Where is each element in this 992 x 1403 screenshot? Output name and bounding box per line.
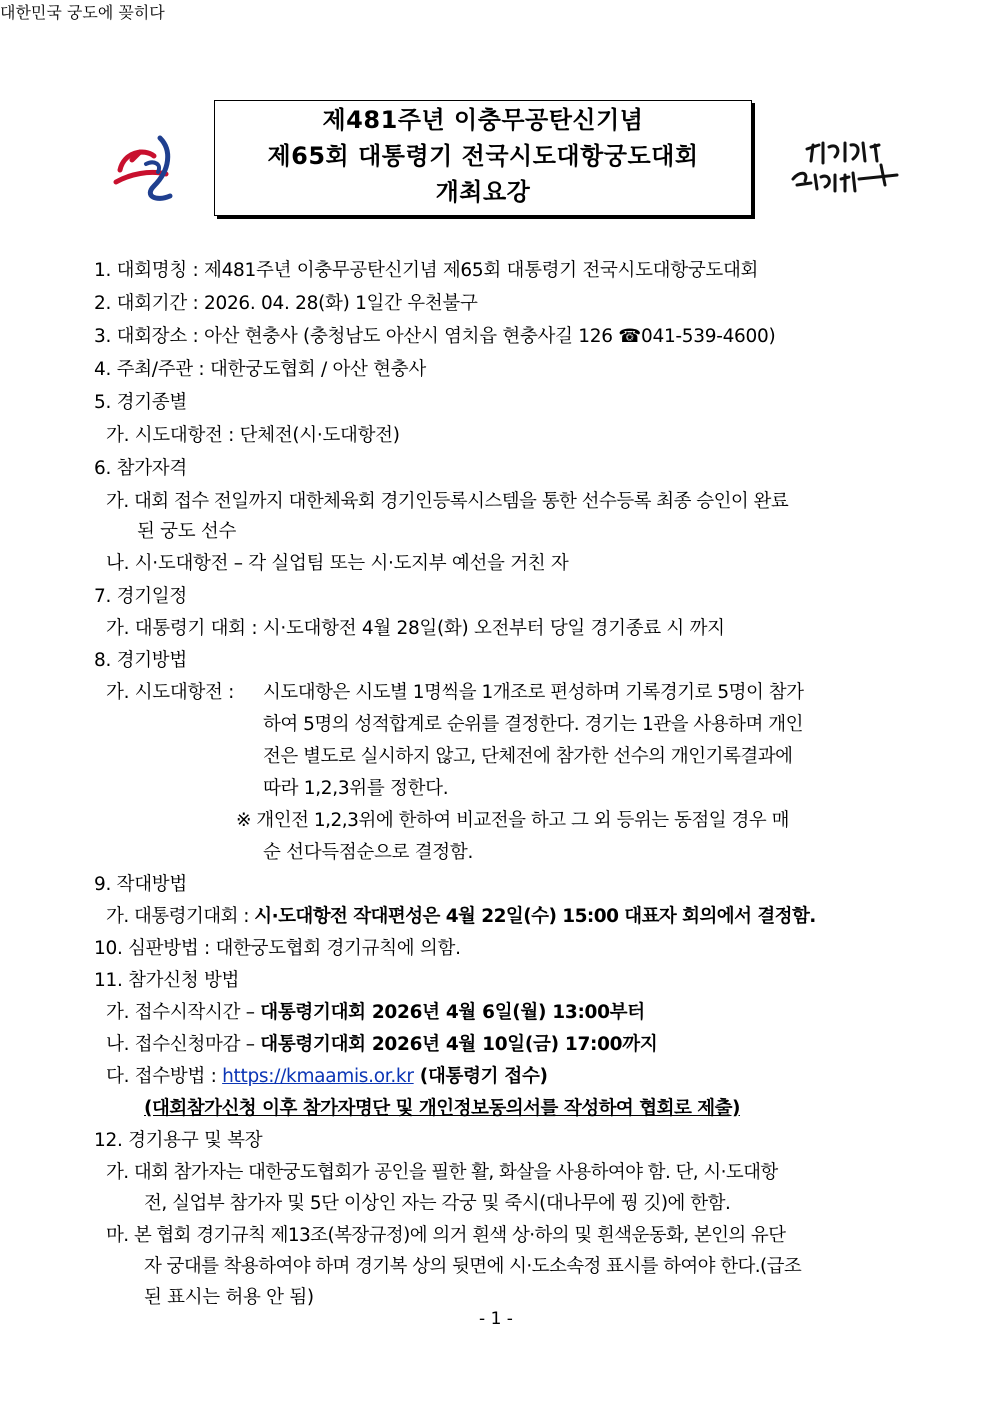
item-event-period: 2. 대회기간 : 2026. 04. 28(화) 1일간 우천불구	[94, 293, 478, 314]
item-method-a-line2: 하여 5명의 성적합계로 순위를 결정한다. 경기는 1관을 사용하며 개인	[263, 714, 803, 735]
title-line-3: 개최요강	[435, 178, 531, 206]
item-registration-note: (대회참가신청 이후 참가자명단 및 개인정보동의서를 작성하여 협회로 제출)	[144, 1098, 740, 1119]
title-line-2: 제65회 대통령기 전국시도대항궁도대회	[267, 142, 699, 170]
item-equipment-b-line1: 마. 본 협회 경기규칙 제13조(복장규정)에 의거 흰색 상·하의 및 흰색운동화, 본인의 유단	[106, 1225, 786, 1246]
item-grouping-heading: 9. 작대방법	[94, 874, 187, 895]
item-schedule-heading: 7. 경기일정	[94, 586, 187, 607]
page-number: - 1 -	[479, 1309, 513, 1329]
item-method-note-line1: ※ 개인전 1,2,3위에 한하여 비교전을 하고 그 외 등위는 동점일 경우 매	[236, 810, 790, 831]
item-equipment-heading: 12. 경기용구 및 복장	[94, 1130, 263, 1151]
item-method-a-line4: 따라 1,2,3위를 정한다.	[263, 778, 449, 799]
item-grouping-a	[106, 904, 816, 930]
item-event-name: 1. 대회명칭 : 제481주년 이충무공탄신기념 제65회 대통령기 전국시도대항궁도대회	[94, 260, 759, 281]
item-method-a-line3: 전은 별도로 실시하지 않고, 단체전에 참가한 선수의 개인기록결과에	[263, 746, 793, 767]
item-grouping-a-label: 가. 대통령기대회 :	[106, 906, 255, 927]
item-registration-start	[106, 1000, 645, 1026]
item-registration-method-detail: (대통령기 접수)	[413, 1066, 548, 1087]
item-registration-start-label: 가. 접수시작시간 –	[106, 1002, 261, 1023]
item-registration-method-label: 다. 접수방법 :	[106, 1066, 223, 1087]
item-eligibility-heading: 6. 참가자격	[94, 458, 187, 479]
calligraphy-slogan-logo	[785, 135, 905, 205]
item-schedule-a: 가. 대통령기 대회 : 시·도대항전 4월 28일(화) 오전부터 당일 경기종료 시 까지	[106, 618, 725, 639]
document-page: 제481주년 이충무공탄신기념 제65회 대통령기 전국시도대항궁도대회 개최요강 대한민국 궁도에 꽂히다 1. 대회명칭 : 제481주년 이충무공탄신기념 제65회 대통령기 전국시도대항궁도대회 2. 대회기간 : 2026. 04. 28(화) 1일간 우천불구 3. 대회장소 : 아산 현충사 (충청남도 아산시 염치읍 현충사길 126 ☎041-539-4600) 4. 주최/주관 : 대한궁도협회 / 아산 현충사 5. 경기종별 가. 시도대항전 : 단체전(시·도대항전) 6. 참가자격 가. 대회 접수 전일까지 대한체육회 경기인등록시스템을 통한 선수등록 최종 승인이 완료 된 궁도 선수 나. 시·도대항전 – 각 실업팀 또는 시·도지부 예선을 거친 자 7. 경기일정 가. 대통령기 대회 : 시·도대항전 4월 28일(화) 오전부터 당일 경기종료 시 까지 8. 경기방법 가. 시도대항전 : 시도대항은 시도별 1명씩을 1개조로 편성하며 기록경기로 5명이 참가 하여 5명의 성적합계로 순위를 결정한다. 경기는 1관을 사용하며 개인 전은 별도로 실시하지 않고, 단체전에 참가한 선수의 개인기록결과에 따라 1,2,3위를 정한다. ※ 개인전 1,2,3위에 한하여 비교전을 하고 그 외 등위는 동점일 경우 매 순 선다득점순으로 결정함. 9. 작대방법 가. 대통령기대회 : 시·도대항전 작대편성은 4월 22일(수) 15:00 대표자 회의에서 결정함. 10. 심판방법 : 대한궁도협회 경기규칙에 의함. 11. 참가신청 방법 가. 접수시작시간 – 대통령기대회 2026년 4월 6일(월) 13:00부터 나. 접수신청마감 – 대통령기대회 2026년 4월 10일(금) 17:00까지 다. 접수방법 : https://kmaamis.or.kr (대통령기 접수) (대회참가신청 이후 참가자명단 및 개인정보동의서를 작성하여 협회로 제출) 12. 경기용구 및 복장 가. 대회 참가자는 대한궁도협회가 공인을 필한 활, 화살을 사용하여야 함. 단, 시·도대항 전, 실업부 참가자 및 5단 이상인 자는 각궁 및 죽시(대나무에 꿩 깃)에 한함. 마. 본 협회 경기규칙 제13조(복장규정)에 의거 흰색 상·하의 및 흰색운동화, 본인의 유단 자 궁대를 착용하여야 하며 경기복 상의 뒷면에 시·도소속정 표시를 하여야 한다.(급조 된 표시는 허용 안 됨) - 1 -	[0, 0, 992, 1403]
item-registration-deadline-label: 나. 접수신청마감 –	[106, 1034, 261, 1055]
item-organizer: 4. 주최/주관 : 대한궁도협회 / 아산 현충사	[94, 359, 426, 380]
item-method-a-line1: 시도대항은 시도별 1명씩을 1개조로 편성하며 기록경기로 5명이 참가	[263, 682, 804, 703]
item-eligibility-a-line2: 된 궁도 선수	[137, 521, 237, 542]
item-equipment-b-line3: 된 표시는 허용 안 됨)	[144, 1287, 314, 1308]
item-equipment-b-line2: 자 궁대를 착용하여야 하며 경기복 상의 뒷면에 시·도소속정 표시를 하여야 한다.(급조	[144, 1256, 802, 1277]
item-grouping-a-detail: 시·도대항전 작대편성은 4월 22일(수) 15:00 대표자 회의에서 결정함.	[254, 906, 816, 927]
item-eligibility-a-line1: 가. 대회 접수 전일까지 대한체육회 경기인등록시스템을 통한 선수등록 최종 승인이 완료	[106, 491, 789, 512]
item-registration-deadline	[106, 1032, 657, 1058]
item-method-note-line2: 순 선다득점순으로 결정함.	[263, 842, 474, 863]
item-registration-start-detail: 대통령기대회 2026년 4월 6일(월) 13:00부터	[260, 1002, 645, 1023]
item-equipment-a-line2: 전, 실업부 참가자 및 5단 이상인 자는 각궁 및 죽시(대나무에 꿩 깃)에 한함.	[144, 1193, 731, 1214]
item-equipment-a-line1: 가. 대회 참가자는 대한궁도협회가 공인을 필한 활, 화살을 사용하여야 함. 단, 시·도대항	[106, 1162, 778, 1183]
item-registration-deadline-detail: 대통령기대회 2026년 4월 10일(금) 17:00까지	[260, 1034, 658, 1055]
association-emblem-logo	[110, 130, 180, 208]
item-category-a: 가. 시도대항전 : 단체전(시·도대항전)	[106, 425, 400, 446]
item-event-venue: 3. 대회장소 : 아산 현충사 (충청남도 아산시 염치읍 현충사길 126 ☎041-539-4600)	[94, 326, 776, 347]
item-registration-method	[106, 1064, 548, 1090]
item-judging: 10. 심판방법 : 대한궁도협회 경기규칙에 의함.	[94, 938, 461, 959]
item-registration-heading: 11. 참가신청 방법	[94, 970, 240, 991]
item-eligibility-b: 나. 시·도대항전 – 각 실업팀 또는 시·도지부 예선을 거친 자	[106, 553, 569, 574]
item-method-heading: 8. 경기방법	[94, 650, 187, 671]
title-box	[214, 100, 752, 216]
item-method-a-label: 가. 시도대항전 :	[106, 682, 235, 703]
registration-site-link[interactable]: https://kmaamis.or.kr	[222, 1066, 414, 1087]
title-line-1: 제481주년 이충무공탄신기념	[322, 106, 644, 134]
item-category-heading: 5. 경기종별	[94, 392, 187, 413]
